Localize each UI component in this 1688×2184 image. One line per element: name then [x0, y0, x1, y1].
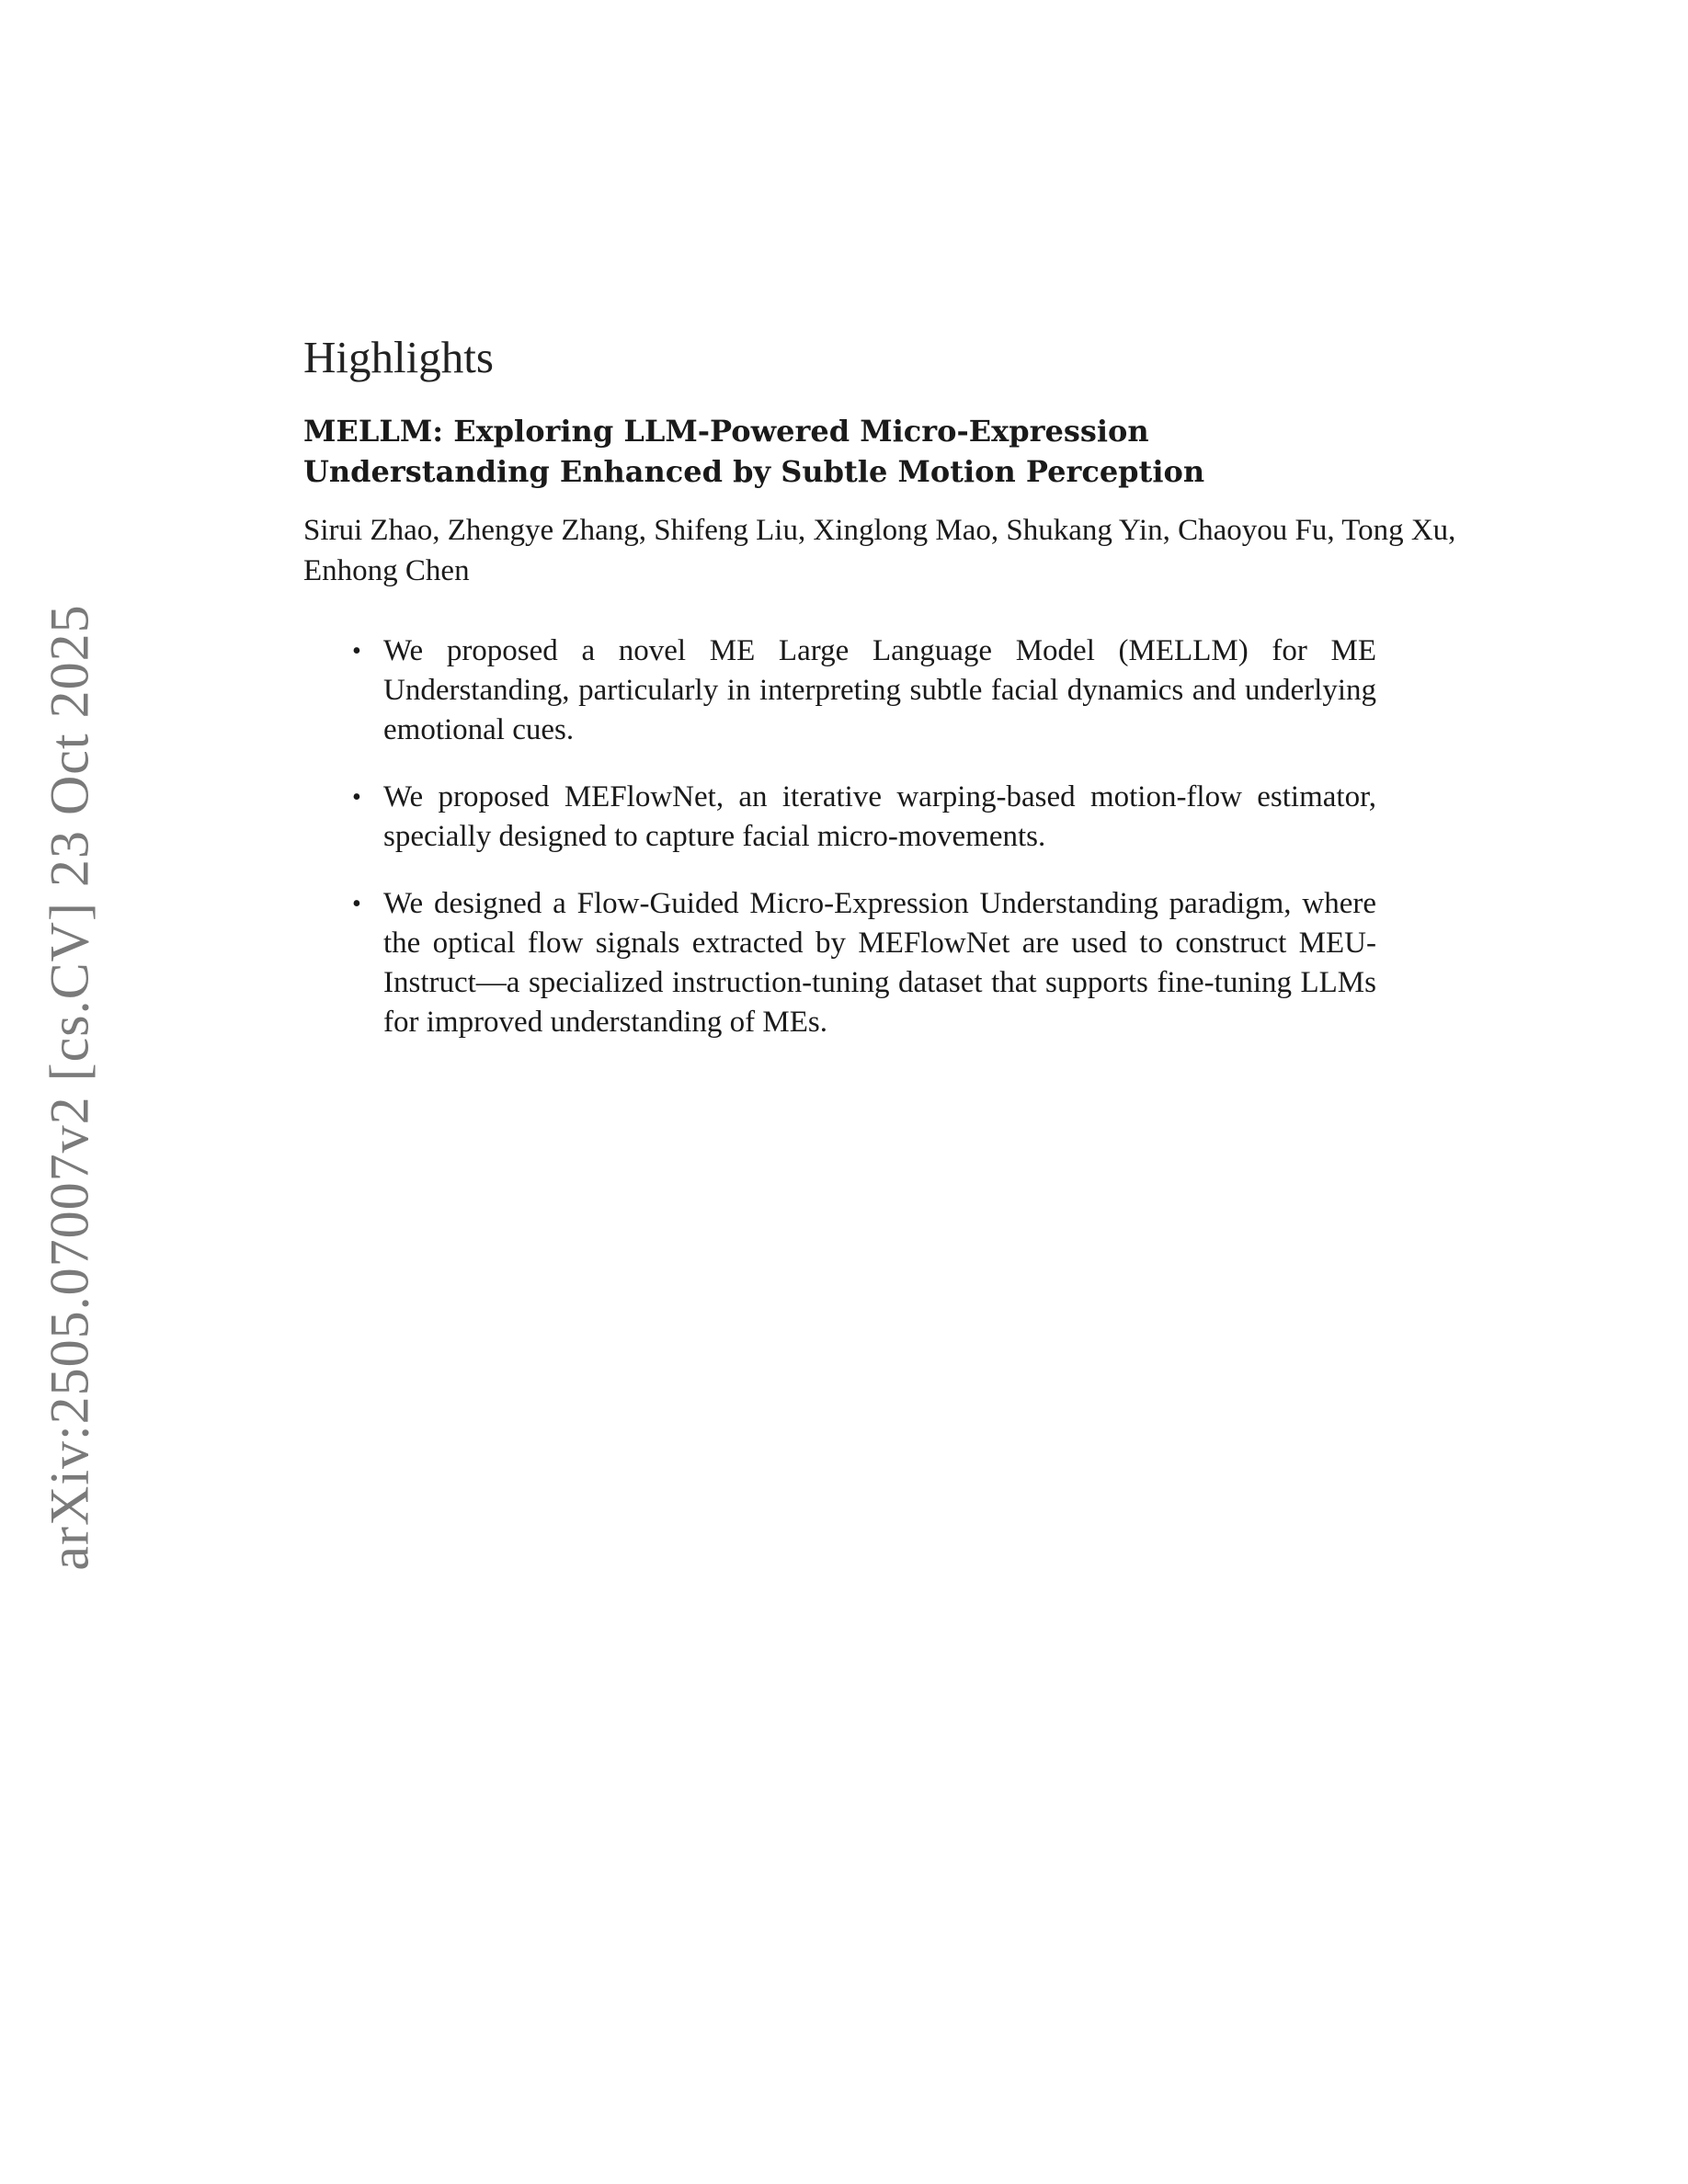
page-title: Highlights — [303, 332, 494, 382]
arxiv-identifier-text: arXiv:2505.07007v2 [cs.CV] 23 Oct 2025 — [39, 603, 100, 1571]
highlight-text: We proposed MEFlowNet, an iterative warping-based motion-flow estimator, specially designed to capture facial micro-movements. — [383, 780, 1376, 853]
highlights-page — [303, 331, 1456, 1070]
paper-title: MELLM: Exploring LLM-Powered Micro-Expression Understanding Enhanced by Subtle Motion Perception — [303, 414, 1205, 489]
bullet-icon: • — [352, 783, 361, 812]
bullet-icon: • — [352, 637, 361, 665]
highlight-text: We proposed a novel ME Large Language Model (MELLM) for ME Understanding, particularly in interpreting subtle facial dynamics and underlying emotional cues. — [383, 634, 1376, 746]
highlight-text: We designed a Flow-Guided Micro-Expression Understanding paradigm, where the optical flow signals extracted by MEFlowNet are used to construct MEU-Instruct—a specialized instruction-tuning dataset that supports fine-tuning LLMs for improved understanding of MEs. — [383, 887, 1376, 1039]
arxiv-identifier-stamp — [39, 603, 100, 1571]
highlights-list — [303, 631, 1453, 1042]
author-list: Sirui Zhao, Zhengye Zhang, Shifeng Liu, Xinglong Mao, Shukang Yin, Chaoyou Fu, Tong Xu, Enhong Chen — [303, 514, 1456, 587]
list-item — [303, 884, 1376, 1042]
list-item — [303, 778, 1376, 857]
bullet-icon: • — [352, 890, 361, 918]
list-item — [303, 631, 1376, 750]
